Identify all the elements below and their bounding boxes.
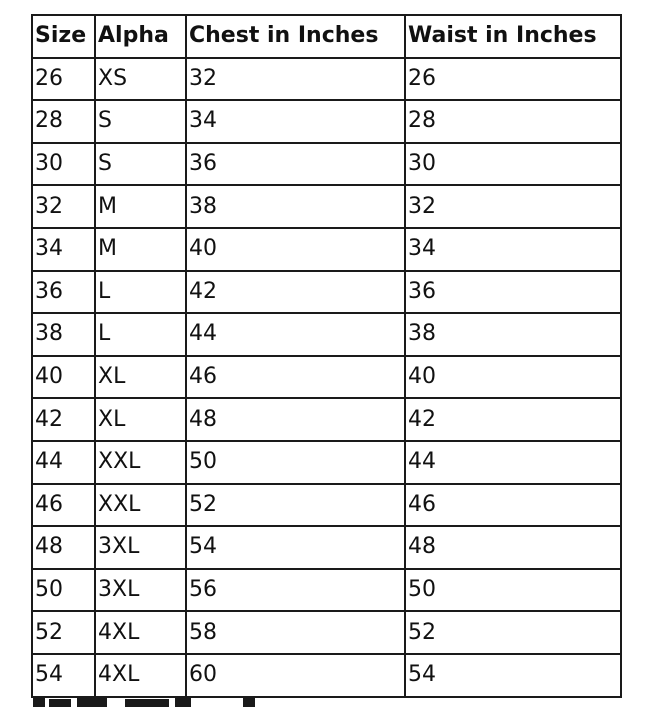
cell-chest: 32 [186, 58, 405, 101]
cell-waist: 30 [405, 143, 621, 186]
header-waist: Waist in Inches [405, 15, 621, 58]
cell-waist: 40 [405, 356, 621, 399]
header-chest: Chest in Inches [186, 15, 405, 58]
cell-chest: 54 [186, 526, 405, 569]
cell-size: 32 [32, 185, 95, 228]
cell-alpha: 3XL [95, 526, 186, 569]
table-row [32, 313, 621, 356]
table-row [32, 569, 621, 612]
cell-waist: 46 [405, 484, 621, 527]
table-row [32, 185, 621, 228]
cell-waist: 26 [405, 58, 621, 101]
size-chart-table [31, 14, 622, 698]
cell-chest: 36 [186, 143, 405, 186]
cell-alpha: 3XL [95, 569, 186, 612]
header-row [32, 15, 621, 58]
cell-waist: 50 [405, 569, 621, 612]
cell-chest: 56 [186, 569, 405, 612]
table-row [32, 143, 621, 186]
table-row [32, 441, 621, 484]
cell-waist: 54 [405, 654, 621, 697]
cell-waist: 36 [405, 271, 621, 314]
cell-alpha: XXL [95, 484, 186, 527]
cell-waist: 32 [405, 185, 621, 228]
cut-off-text-fragment [33, 693, 273, 707]
table-row [32, 58, 621, 101]
cell-waist: 48 [405, 526, 621, 569]
cell-alpha: XXL [95, 441, 186, 484]
cell-alpha: L [95, 271, 186, 314]
cell-waist: 34 [405, 228, 621, 271]
table-row [32, 611, 621, 654]
cell-waist: 28 [405, 100, 621, 143]
cell-waist: 38 [405, 313, 621, 356]
cell-size: 28 [32, 100, 95, 143]
table-row [32, 484, 621, 527]
table-row [32, 654, 621, 697]
cell-size: 30 [32, 143, 95, 186]
cell-size: 48 [32, 526, 95, 569]
table-body [32, 58, 621, 697]
table-row [32, 271, 621, 314]
cell-alpha: S [95, 143, 186, 186]
header-alpha: Alpha [95, 15, 186, 58]
cell-size: 26 [32, 58, 95, 101]
cell-chest: 46 [186, 356, 405, 399]
cell-chest: 48 [186, 398, 405, 441]
cell-chest: 58 [186, 611, 405, 654]
cell-size: 46 [32, 484, 95, 527]
cell-alpha: M [95, 228, 186, 271]
table-row [32, 526, 621, 569]
table-row [32, 356, 621, 399]
cell-size: 42 [32, 398, 95, 441]
cell-size: 52 [32, 611, 95, 654]
cell-waist: 52 [405, 611, 621, 654]
cell-alpha: L [95, 313, 186, 356]
cell-size: 34 [32, 228, 95, 271]
table-row [32, 228, 621, 271]
cell-alpha: XL [95, 398, 186, 441]
cell-alpha: XL [95, 356, 186, 399]
cell-chest: 40 [186, 228, 405, 271]
cell-chest: 60 [186, 654, 405, 697]
cell-alpha: 4XL [95, 654, 186, 697]
cell-alpha: S [95, 100, 186, 143]
cell-chest: 44 [186, 313, 405, 356]
cell-size: 54 [32, 654, 95, 697]
cell-alpha: M [95, 185, 186, 228]
cell-size: 40 [32, 356, 95, 399]
cell-waist: 42 [405, 398, 621, 441]
cell-alpha: XS [95, 58, 186, 101]
header-size: Size [32, 15, 95, 58]
cell-size: 50 [32, 569, 95, 612]
cell-chest: 50 [186, 441, 405, 484]
cell-chest: 52 [186, 484, 405, 527]
cell-alpha: 4XL [95, 611, 186, 654]
cell-size: 36 [32, 271, 95, 314]
table-row [32, 398, 621, 441]
cell-chest: 38 [186, 185, 405, 228]
cell-waist: 44 [405, 441, 621, 484]
cell-size: 38 [32, 313, 95, 356]
table-row [32, 100, 621, 143]
cell-chest: 34 [186, 100, 405, 143]
cell-size: 44 [32, 441, 95, 484]
cell-chest: 42 [186, 271, 405, 314]
